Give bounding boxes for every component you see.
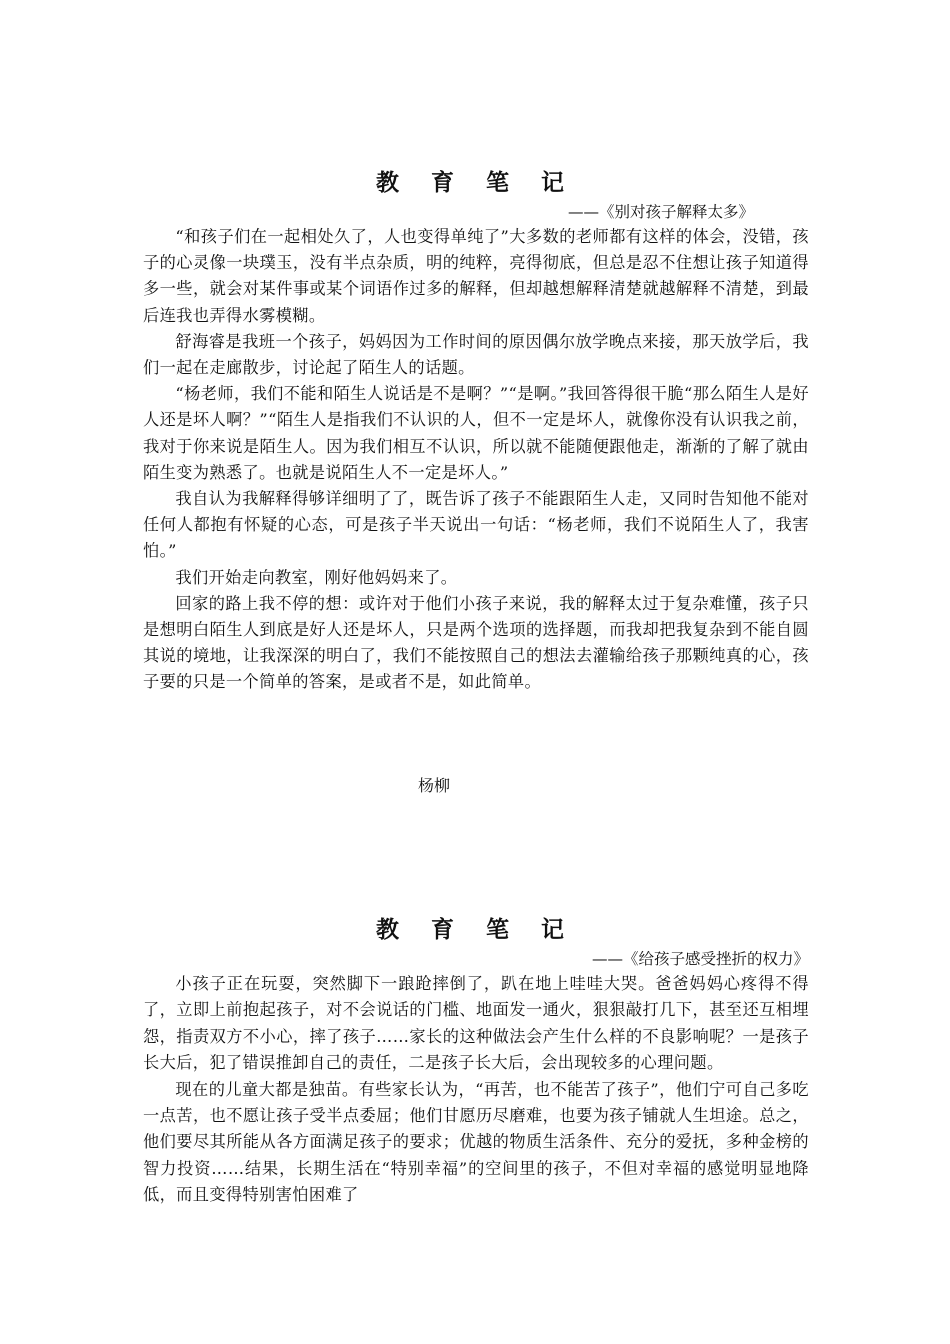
article-1-subtitle: ——《别对孩子解释太多》 <box>567 203 754 221</box>
article-1-paragraph-1: “和孩子们在一起相处久了，人也变得单纯了”大多数的老师都有这样的体会，没错，孩子的心灵像一块璞玉，没有半点杂质，明的纯粹，亮得彻底，但总是忍不住想让孩子知道得多一些，就会对某件事或某个词语作过多的解释，但却越想解释清楚就越解释不清楚，到最后连我也弄得水雾模糊。 <box>143 227 809 325</box>
article-1-title: 教 育 笔 记 <box>375 169 577 196</box>
article-1-paragraph-4: 我自认为我解释得够详细明了了，既告诉了孩子不能跟陌生人走，又同时告知他不能对任何人都抱有怀疑的心态，可是孩子半天说出一句话：“杨老师，我们不说陌生人了，我害怕。” <box>143 489 809 561</box>
article-1-paragraph-3: “杨老师，我们不能和陌生人说话是不是啊？”“是啊。”我回答得很干脆“那么陌生人是好人还是坏人啊？”“陌生人是指我们不认识的人，但不一定是坏人，就像你没有认识我之前，我对于你来说是陌生人。因为我们相互不认识，所以就不能随便跟他走，渐渐的了解了就由陌生变为熟悉了。也就是说陌生人不一定是坏人。” <box>143 384 809 482</box>
article-2-subtitle: ——《给孩子感受挫折的权力》 <box>591 950 809 968</box>
article-1-paragraph-2: 舒海睿是我班一个孩子，妈妈因为工作时间的原因偶尔放学晚点来接，那天放学后，我们一起在走廊散步，讨论起了陌生人的话题。 <box>143 331 809 378</box>
author-signature: 杨柳 <box>418 776 451 795</box>
article-1 <box>143 168 809 696</box>
article-2 <box>143 915 809 1209</box>
article-2-paragraph-2: 现在的儿童大都是独苗。有些家长认为，“再苦，也不能苦了孩子”，他们宁可自己多吃一点苦，也不愿让孩子受半点委屈；他们甘愿历尽磨难，也要为孩子铺就人生坦途。总之，他们要尽其所能从各方面满足孩子的要求；优越的物质生活条件、充分的爱抚，多种金榜的智力投资……结果，长期生活在“特别幸福”的空间里的孩子，不但对幸福的感觉明显地降低，而且变得特别害怕困难了 <box>143 1079 809 1205</box>
article-1-paragraph-6: 回家的路上我不停的想：或许对于他们小孩子来说，我的解释太过于复杂难懂，孩子只是想明白陌生人到底是好人还是坏人，只是两个选项的选择题，而我却把我复杂到不能自圆其说的境地，让我深深的明白了，我们不能按照自己的想法去灌输给孩子那颗纯真的心，孩子要的只是一个简单的答案，是或者不是，如此简单。 <box>143 593 809 692</box>
article-2-title: 教 育 笔 记 <box>375 916 577 943</box>
article-2-paragraph-1: 小孩子正在玩耍，突然脚下一踉跄摔倒了，趴在地上哇哇大哭。爸爸妈妈心疼得不得了，立即上前抱起孩子，对不会说话的门槛、地面发一通火，狠狠敲打几下，甚至还互相埋怨，指责双方不小心，摔了孩子……家长的这种做法会产生什么样的不良影响呢？一是孩子长大后，犯了错误推卸自己的责任，二是孩子长大后，会出现较多的心理问题。 <box>143 974 809 1073</box>
article-1-paragraph-5: 我们开始走向教室，刚好他妈妈来了。 <box>175 567 458 587</box>
